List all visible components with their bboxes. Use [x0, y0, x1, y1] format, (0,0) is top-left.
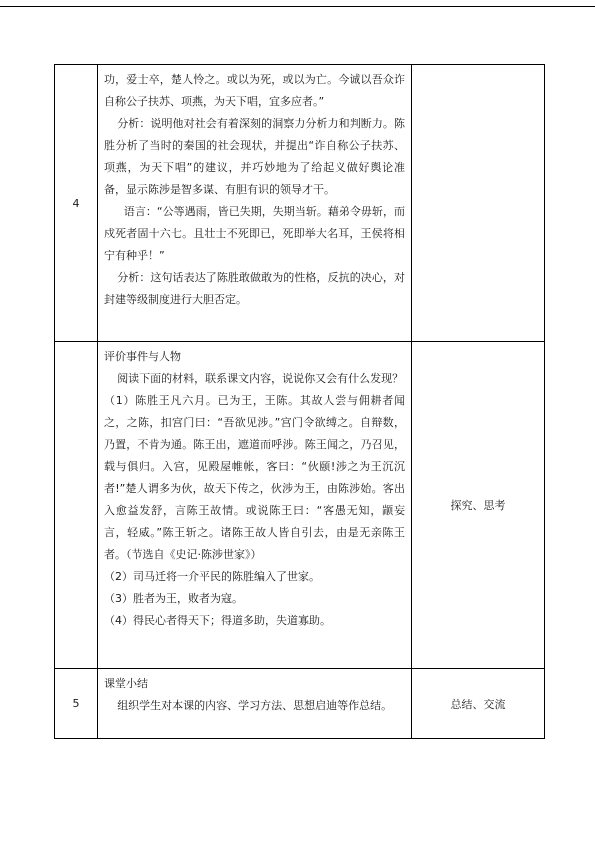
prompt-paragraph: 阅读下面的材料，联系课文内容，说说你又会有什么发现？: [117, 372, 404, 385]
table-row: [55, 669, 545, 739]
analysis-paragraph: 分析：这句话表达了陈胜敢做敢为的性格，反抗的决心，对封建等级制度进行大胆否定。: [104, 271, 405, 306]
material-3: （3）胜者为王，败者为寇。: [104, 592, 243, 605]
summary-paragraph: 组织学生对本课的内容、学习方法、思想启迪等作总结。: [117, 699, 393, 712]
quote-continued: 功，爱士卒，楚人怜之。或以为死，或以为亡。今诚以吾众诈自称公子扶苏、项燕，为天下唱，宜多应者。”: [104, 73, 405, 108]
step-number: 4: [55, 65, 98, 342]
step-content: [98, 342, 412, 669]
language-paragraph: 语言：“公等遇雨，皆已失期，失期当斩。藉弟令毋斩，而戍死者固十六七。且壮士不死即已，死即举大名耳，王侯将相宁有种乎！”: [104, 205, 405, 262]
material-1: （1）陈胜王凡六月。已为王，王陈。其故人尝与佣耕者闻之，之陈，扣宫门曰：“吾欲见涉。”宫门令欲缚之。自辩数，乃置，不肯为通。陈王出，遮道而呼涉。陈王闻之，乃召见，载与俱归。入宫，见殿屋帷帐，客曰：“伙颐!涉之为王沉沉者!”楚人谓多为伙，故天下传之，伙涉为王，由陈涉始。客出入愈益发舒，言陈王故情。或说陈王曰：“客愚无知，颛妄言，轻威。”陈王斩之。诸陈王故人皆自引去，由是无亲陈王者。（节选自《史记·陈涉世家》）: [104, 394, 405, 561]
activity-cell: 探究、思考: [412, 342, 545, 669]
step-content: [98, 669, 412, 739]
material-2: （2）司马迁将一介平民的陈胜编入了世家。: [104, 570, 320, 583]
activity-cell: 总结、交流: [412, 669, 545, 739]
material-4: （4）得民心者得天下；得道多助，失道寡助。: [104, 614, 331, 627]
step-number: 5: [55, 669, 98, 739]
lesson-plan-table: [54, 64, 545, 739]
section-title: 课堂小结: [104, 677, 148, 690]
step-number: [55, 342, 98, 669]
analysis-paragraph: 分析：说明他对社会有着深刻的洞察力分析力和判断力。陈胜分析了当时的秦国的社会现状，并提出“诈自称公子扶苏、项燕，为天下唱”的建议，并巧妙地为了给起义做好舆论准备，显示陈涉是智多谋、有胆有识的领导才干。: [104, 117, 405, 196]
table-row: [55, 65, 545, 342]
table-row: [55, 342, 545, 669]
step-content: [98, 65, 412, 342]
header-rule: [0, 6, 595, 7]
activity-cell: [412, 65, 545, 342]
section-title: 评价事件与人物: [104, 350, 181, 363]
